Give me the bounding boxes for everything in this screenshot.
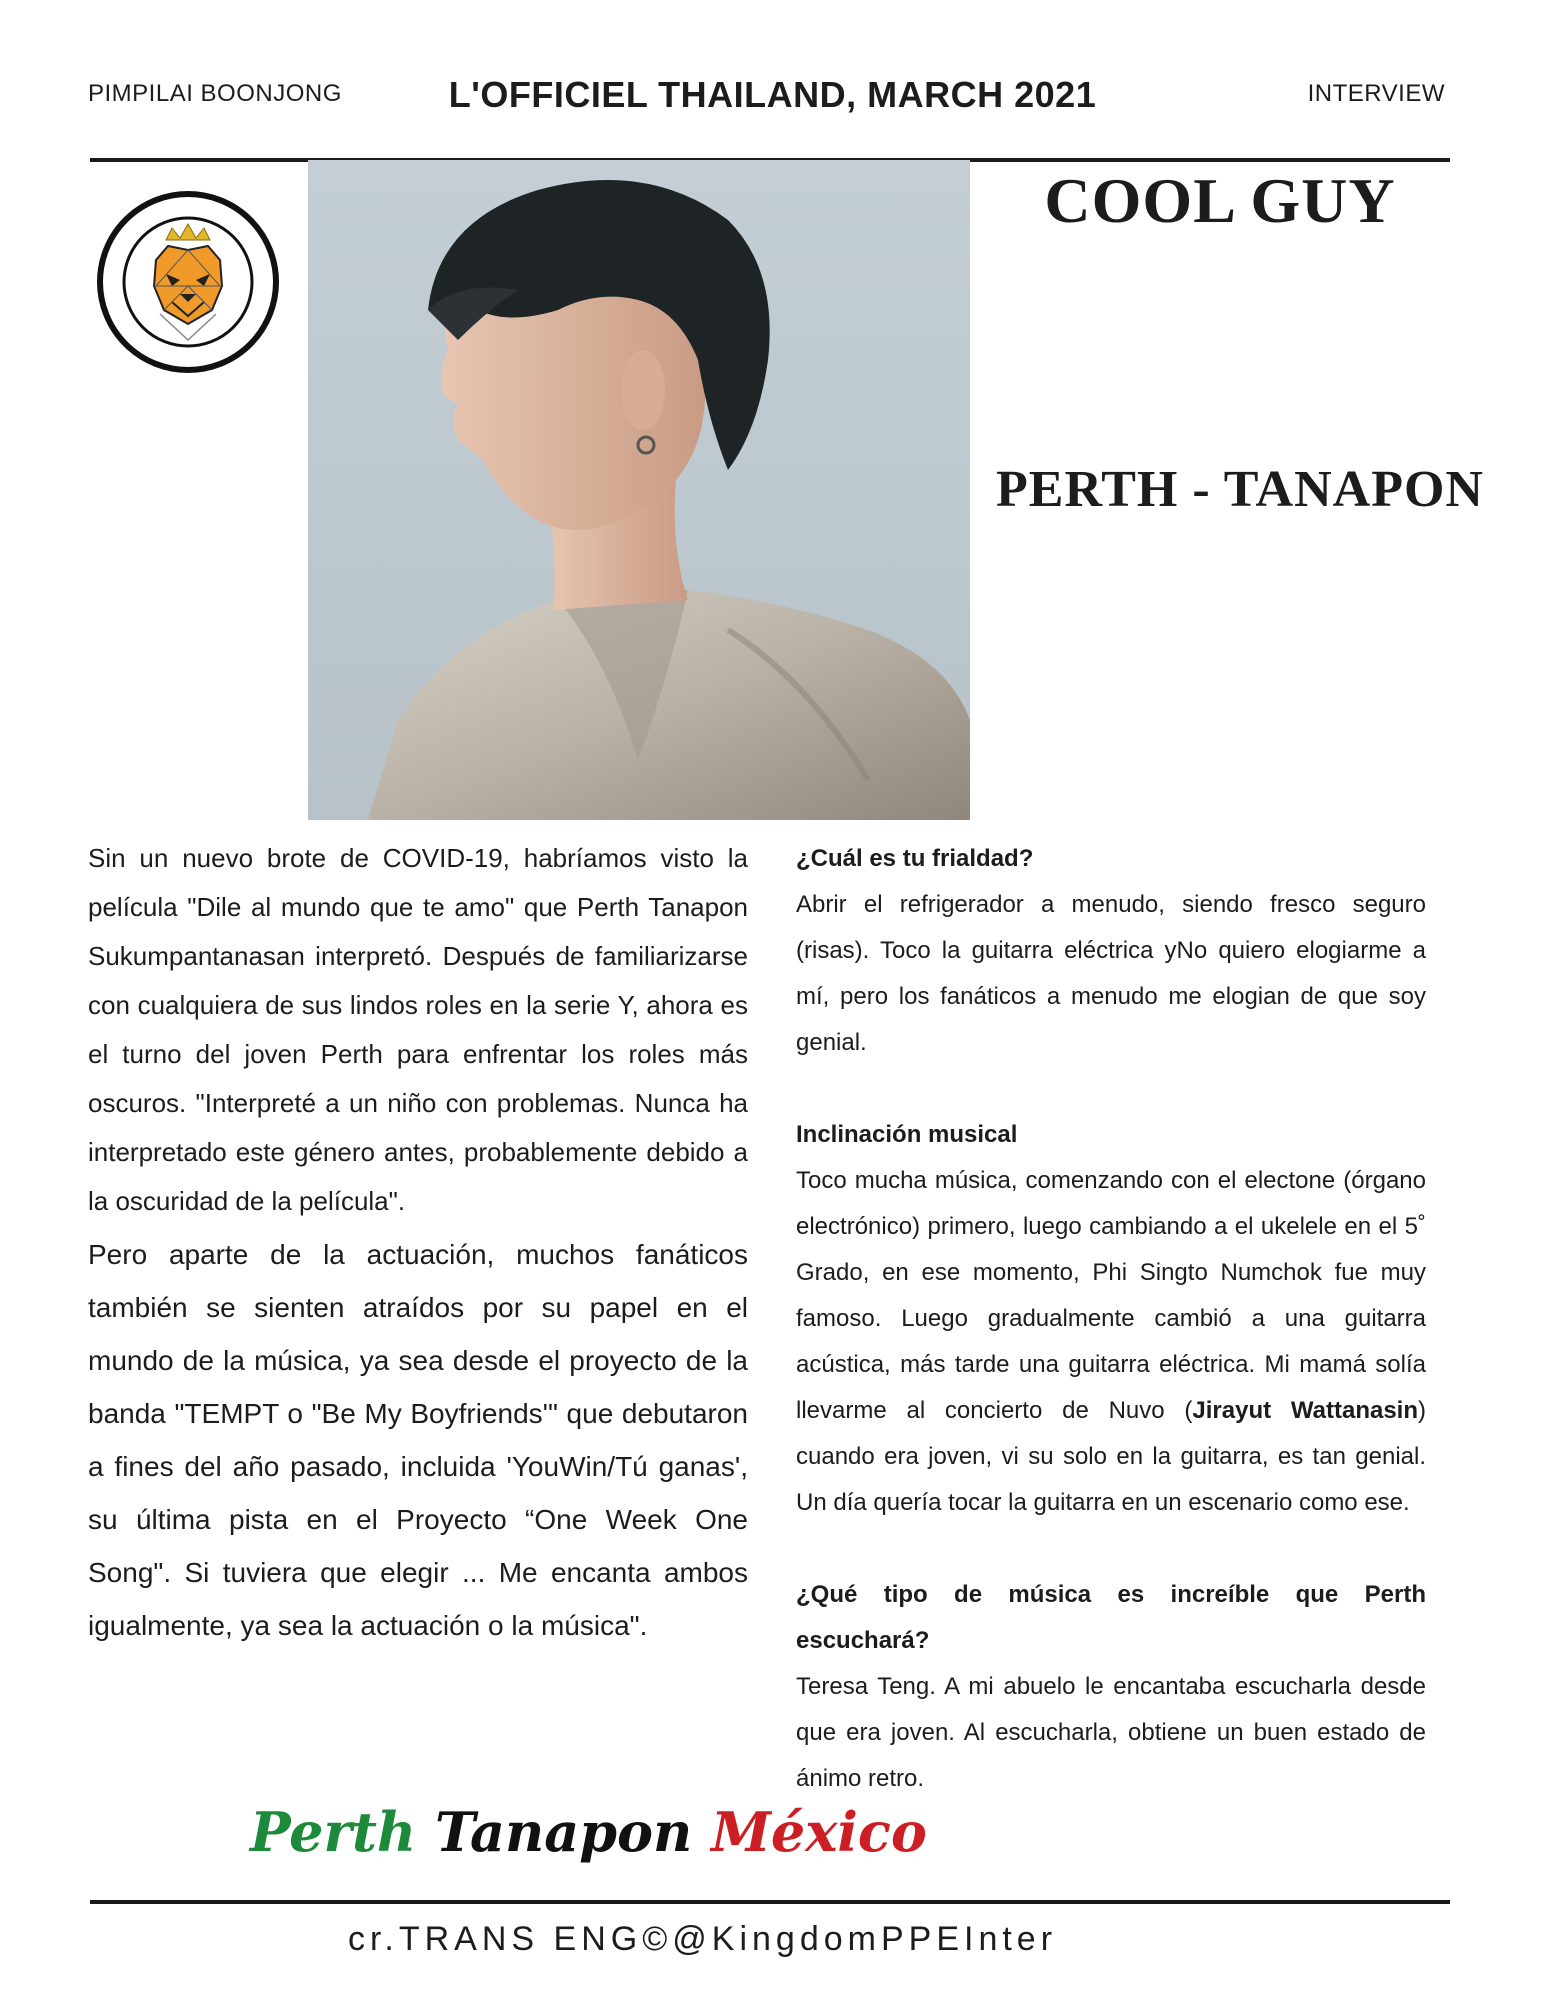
signature-word-2: Tanapon [434, 1800, 693, 1864]
portrait-photo [308, 160, 970, 820]
tiger-crown-icon [96, 190, 280, 374]
perth-tanapon-mexico-seal [96, 190, 280, 374]
answer-1: Abrir el refrigerador a menudo, siendo fresco seguro (risas). Toco la guitarra eléctrica yNo quiero elogiarme a mí, pero los fanáticos a menudo me elogian de que soy genial. [796, 891, 1426, 1056]
portrait-illustration [308, 160, 970, 820]
bottom-divider [90, 1900, 1450, 1904]
answer-2-bold-name: Jirayut Wattanasin [1192, 1397, 1419, 1424]
right-column [796, 836, 1426, 1802]
left-column [88, 834, 748, 1652]
answer-2 [796, 1158, 1426, 1526]
headline-main: COOL GUY [1044, 165, 1396, 236]
signature-word-1: Perth [250, 1800, 417, 1864]
author-name: PIMPILAI BOONJONG [88, 80, 342, 107]
answer-2-part-1: Toco mucha música, comenzando con el electone (órgano electrónico) primero, luego cambiando a el ukelele en el 5˚ Grado, en ese momento, Phi Singto Numchok fue muy famoso. Luego gradualmente cambió a una guitarra acústica, más tarde una guitarra eléctrica. Mi mamá solía llevarme al concierto de Nuvo ( [796, 1167, 1426, 1424]
question-2: Inclinación musical [796, 1121, 1018, 1148]
translation-credit: cr.TRANS ENG©@KingdomPPEInter [347, 1920, 1058, 1958]
section-label: INTERVIEW [1307, 80, 1445, 107]
question-1: ¿Cuál es tu frialdad? [796, 845, 1034, 872]
answer-3: Teresa Teng. A mi abuelo le encantaba escucharla desde que era joven. Al escucharla, obtiene un buen estado de ánimo retro. [796, 1673, 1426, 1792]
question-3: ¿Qué tipo de música es increíble que Perth escuchará? [796, 1581, 1426, 1654]
publication-title: L'OFFICIEL THAILAND, MARCH 2021 [448, 74, 1097, 115]
intro-paragraph: Sin un nuevo brote de COVID-19, habríamos visto la película "Dile al mundo que te amo" que Perth Tanapon Sukumpantanasan interpretó. Después de familiarizarse con cualquiera de sus lindos roles en la serie Y, ahora es el turno del joven Perth para enfrentar los roles más oscuros. "Interpreté a un niño con problemas. Nunca ha interpretado este género antes, probablemente debido a la oscuridad de la película". [88, 843, 748, 1216]
answer-2-part-2: ) cuando era joven, vi su solo en la guitarra, es tan genial. Un día quería tocar la guitarra en un escenario como ese. [796, 1397, 1427, 1516]
headline-name: PERTH - TANAPON [996, 461, 1484, 518]
signature-word-3: México [711, 1800, 927, 1864]
second-paragraph: Pero aparte de la actuación, muchos fanáticos también se sienten atraídos por su papel en el mundo de la música, ya sea desde el proyecto de la banda "TEMPT o "Be My Boyfriends'" que debutaron a fines del año pasado, incluida 'YouWin/Tú ganas', su última pista en el Proyecto “One Week One Song". Si tuviera que elegir ... Me encanta ambos igualmente, ya sea la actuación o la música". [88, 1239, 748, 1641]
signature-logo [250, 1800, 927, 1880]
